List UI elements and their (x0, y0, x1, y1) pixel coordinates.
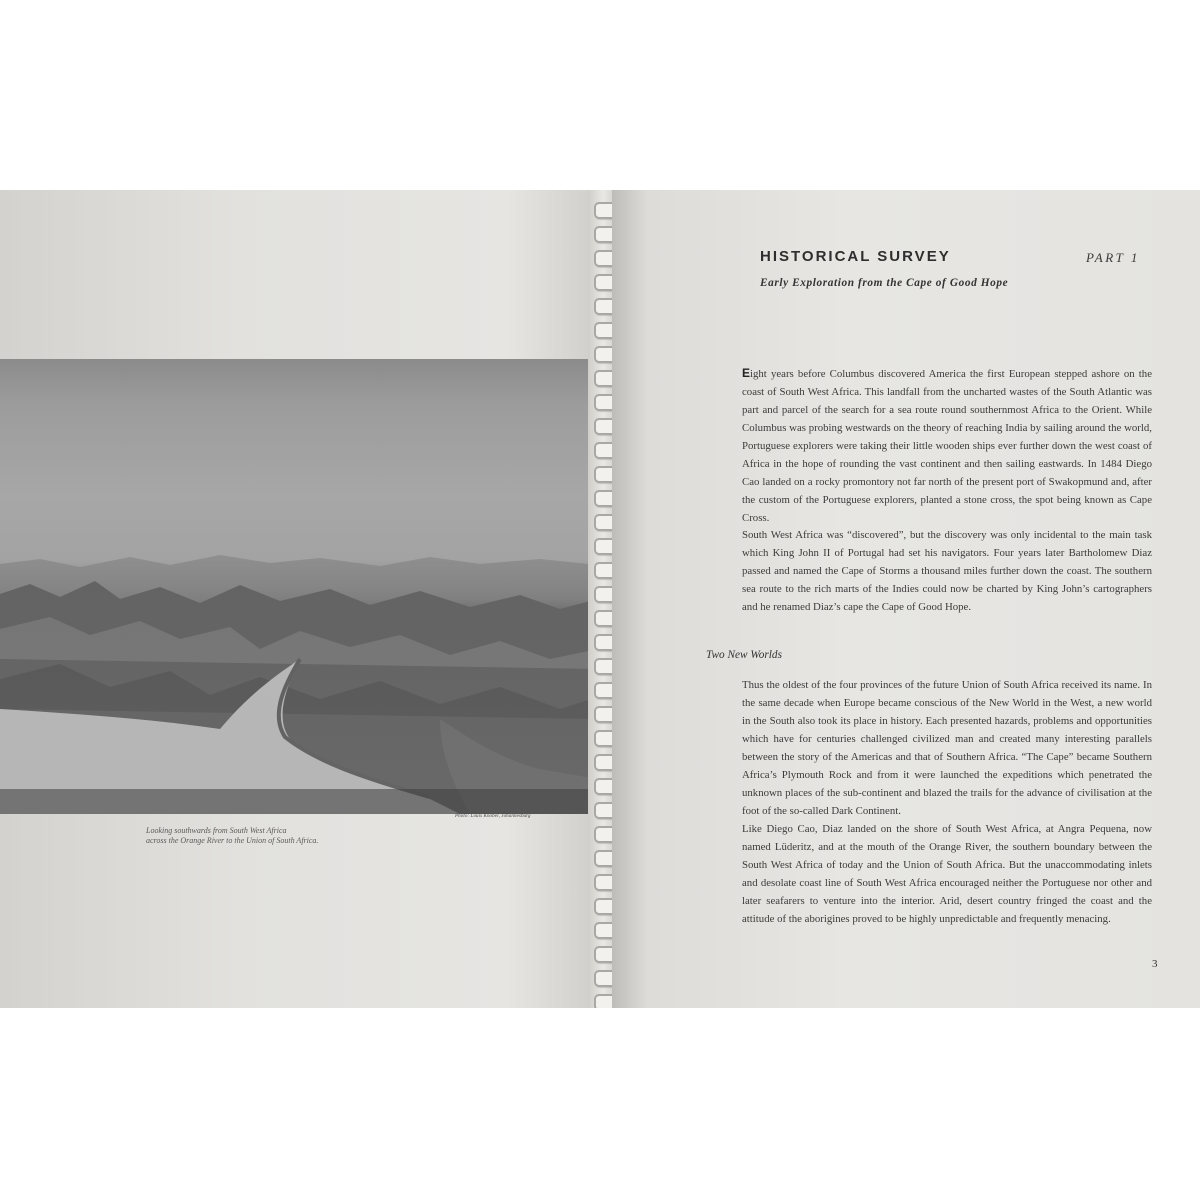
left-page (0, 190, 598, 1008)
paragraph-2: South West Africa was “discovered”, but the discovery was only incidental to the main task which King John II of Portugal had set his navigators. Four years later Bartholomew Diaz passed and named the Cape of Storms a thousand miles further down the coast. The southern sea route to the rich marts of the Indies could now be charted by King John’s cartographers and he renamed Diaz’s cape the Cape of Good Hope. (742, 529, 1152, 613)
photo-caption (146, 826, 318, 846)
page-number: 3 (1152, 958, 1158, 970)
caption-line-1: Looking southwards from South West Africa (146, 826, 287, 835)
part-label: PART 1 (1086, 250, 1140, 265)
book-spread (0, 190, 1200, 1008)
aerial-photograph (0, 359, 598, 814)
page-subtitle: Early Exploration from the Cape of Good Hope (760, 277, 1009, 289)
paragraph-4: Like Diego Cao, Diaz landed on the shore of South West Africa, at Angra Pequena, now named Lüderitz, and at the mouth of the Orange River, the southern boundary between the South West Africa of today and the Union of South Africa. But the unaccommodating inlets and desolate coast line of South West Africa encouraged neither the Portuguese nor other and later seafarers to venture into the interior. Arid, desert country fringed the coast and the attitude of the aborigines proved to be highly unpredictable and frequently menacing. (742, 823, 1152, 925)
caption-line-2: across the Orange River to the Union of South Africa. (146, 836, 319, 845)
photo-credit: Photo: Louis Knobel, Johannesburg (455, 814, 531, 819)
paragraph-3: Thus the oldest of the four provinces of the future Union of South Africa received its name. In the same decade when Europe became conscious of the New World in the West, a new world in the South also took its place in history. Each presented hazards, problems and opportunities which have for centuries challenged civilized man and created many interesting parallels between the story of the Americas and that of Southern Africa. “The Cape” became Southern Africa’s Plymouth Rock and from it were launched the expeditions which penetrated the unknown places of the sub-continent and blazed the trails for the advance of civilisation at the foot of the so-called Dark Continent. (742, 679, 1152, 817)
paragraph-1 (742, 364, 1152, 527)
paragraph-1-text: ight years before Columbus discovered America the first European stepped ashore on the coast of South West Africa. This landfall from the uncharted wastes of the South Atlantic was part and parcel of the search for a sea route round southernmost Africa to the Orient. While Columbus was probing westwards on the theory of reaching India by sailing around the world, Portuguese explorers were taking their little wooden ships ever further down the west coast of Africa in the hope of rounding the vast continent and then sailing eastwards. In 1484 Diego Cao landed on a rocky promontory not far north of the present port of Swakopmund and, after the custom of the Portuguese explorers, planted a stone cross, the spot being known as Cape Cross. (742, 368, 1152, 524)
drop-cap: E (742, 366, 751, 380)
page-title: HISTORICAL SURVEY (760, 248, 951, 265)
river-landscape-image (0, 359, 598, 814)
section-heading: Two New Worlds (706, 649, 782, 661)
right-page (612, 190, 1200, 1008)
